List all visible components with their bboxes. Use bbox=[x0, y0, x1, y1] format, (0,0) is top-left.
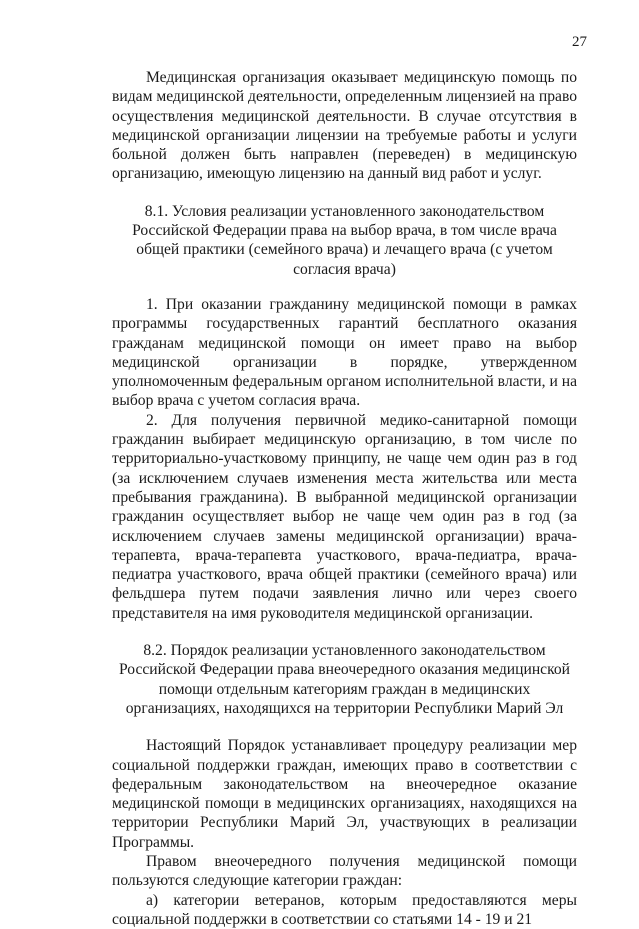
paragraph-primary-care-choice: 2. Для получения первичной медико-санитарной помощи гражданин выбирает медицинскую организацию, в том числе по территориально-участковому принципу, не чаще чем один раз в год (за исключением случаев изменения места жительства или места пребывания гражданина). В выбранной медицинской организации гражданин осуществляет выбор не чаще чем один раз в год (за исключением случаев замены медицинской организации) врача-терапевта, врача-терапевта участкового, врача-педиатра, врача-педиатра участкового, врача общей практики (семейного врача) или фельдшера путем подачи заявления лично или через своего представителя на имя руководителя медицинской организации. bbox=[112, 411, 577, 622]
page-number: 27 bbox=[572, 34, 587, 50]
section-heading-8-1: 8.1. Условия реализации установленного законодательством Российской Федерации права на выбор врача, в том числе врача общей практики (семейного врача) и лечащего врача (с учетом согласия врача) bbox=[132, 202, 557, 278]
paragraph-choice-of-organization: 1. При оказании гражданину медицинской помощи в рамках программы государственных гарантий бесплатного оказания гражданам медицинской помощи он имеет право на выбор медицинской организации в порядке, утвержденном уполномоченным федеральным органом исполнительной власти, и на выбор врача с учетом согласия врача. bbox=[112, 295, 577, 410]
paragraph-categories-intro: Правом внеочередного получения медицинской помощи пользуются следующие категории граждан: bbox=[112, 852, 577, 890]
document-body bbox=[112, 68, 577, 929]
paragraph-procedure: Настоящий Порядок устанавливает процедуру реализации мер социальной поддержки граждан, имеющих право в соответствии с федеральным законодательством на внеочередное оказание медицинской помощи в медицинских организациях, находящихся на территории Республики Марий Эл, участвующих в реализации Программы. bbox=[112, 737, 577, 851]
paragraph-licensing: Медицинская организация оказывает медицинскую помощь по видам медицинской деятельности, определенным лицензией на право осуществления медицинской деятельности. В случае отсутствия в медицинской организации лицензии на требуемые работы и услуги больной должен быть направлен (переведен) в медицинскую организацию, имеющую лицензию на данный вид работ и услуг. bbox=[112, 69, 577, 183]
list-item-veterans: а) категории ветеранов, которым предоставляются меры социальной поддержки в соответствии со статьями 14 - 19 и 21 bbox=[112, 891, 577, 928]
section-heading-8-2: 8.2. Порядок реализации установленного законодательством Российской Федерации права внеочередного оказания медицинской помощи отдельным категориям граждан в медицинских организациях, находящихся на территории Республики Марий Эл bbox=[118, 642, 571, 717]
